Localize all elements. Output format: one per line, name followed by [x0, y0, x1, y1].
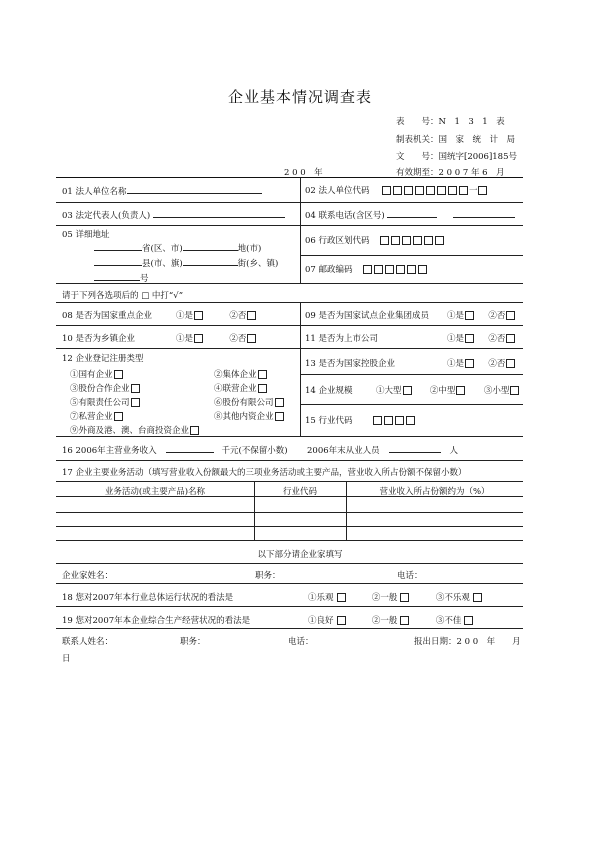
option-no: ②否	[488, 334, 506, 344]
revenue-input[interactable]	[166, 443, 214, 453]
section-note: 以下部分请企业家填写	[257, 550, 343, 560]
reg-type-foreign: ⑨外商及港、澳、台商投资企业	[70, 426, 190, 436]
rule	[56, 481, 523, 482]
region-code-box[interactable]	[413, 236, 422, 245]
rule	[300, 404, 523, 405]
rule	[56, 563, 523, 564]
region-code-box[interactable]	[402, 236, 411, 245]
province-input[interactable]	[94, 241, 142, 251]
checkbox-yes[interactable]	[465, 334, 474, 343]
survey-year: 2 0 0 年	[284, 168, 323, 178]
checkbox[interactable]	[258, 370, 267, 379]
rule	[56, 512, 523, 513]
field-06-label: 06 行政区划代码	[305, 236, 370, 246]
checkbox-no[interactable]	[247, 311, 256, 320]
field-07-label: 07 邮政编码	[305, 265, 353, 275]
code-box[interactable]	[426, 186, 435, 195]
issuing-authority: 制表机关：国 家 统 计 局	[396, 135, 516, 145]
checkbox-yes[interactable]	[194, 334, 203, 343]
reg-type-state: ①国有企业	[70, 370, 113, 380]
code-box[interactable]	[448, 186, 457, 195]
checkbox-yes[interactable]	[465, 311, 474, 320]
city-label: 地(市)	[237, 244, 262, 254]
option-good: ①良好	[308, 616, 334, 626]
field-04-label: 04 联系电话(含区号)	[305, 211, 385, 221]
street-label: 街(乡、镇)	[237, 259, 279, 269]
postcode-box[interactable]	[363, 265, 372, 274]
checkbox[interactable]	[337, 593, 346, 602]
employees-input[interactable]	[389, 443, 441, 453]
street-input[interactable]	[183, 256, 238, 266]
rule	[56, 540, 523, 541]
page-title: 企业基本情况调查表	[227, 88, 372, 106]
checkbox[interactable]	[258, 384, 267, 393]
field-15-label: 15 行业代码	[305, 416, 353, 426]
reg-type-collective: ②集体企业	[214, 370, 257, 380]
industry-code-box[interactable]	[406, 416, 415, 425]
checkbox-yes[interactable]	[465, 359, 474, 368]
employees-label: 2006年末从业人员	[307, 446, 380, 456]
checkbox-no[interactable]	[506, 359, 515, 368]
checkbox[interactable]	[403, 386, 412, 395]
option-average: ②一般	[371, 593, 398, 603]
reg-type-other-domestic: ⑧其他内资企业	[214, 412, 274, 422]
industry-code-box[interactable]	[384, 416, 393, 425]
industry-code-box[interactable]	[373, 416, 382, 425]
postcode-box[interactable]	[418, 265, 427, 274]
checkbox[interactable]	[337, 616, 346, 625]
field-17-label: 17 企业主要业务活动（填写营业收入份额最大的三项业务活动或主要产品，营业收入所占份额不保留小数）	[62, 468, 467, 478]
region-code-box[interactable]	[380, 236, 389, 245]
top-rule	[56, 177, 523, 178]
field-14-label: 14 企业规模	[305, 386, 353, 396]
checkbox[interactable]	[114, 370, 123, 379]
field-08-label: 08 是否为国家重点企业	[62, 311, 153, 321]
field-13-label: 13 是否为国家控股企业	[305, 359, 396, 369]
contact-phone-label: 电话：	[288, 637, 314, 647]
checkbox[interactable]	[131, 398, 140, 407]
checkbox[interactable]	[275, 398, 284, 407]
table-number: 表 号：N 1 3 1 表	[396, 117, 505, 127]
valid-until: 有效期至：2 0 0 7 年 6 月	[396, 168, 505, 178]
rule	[56, 325, 523, 326]
phone-label: 电话：	[397, 571, 423, 581]
postcode-box[interactable]	[396, 265, 405, 274]
province-label: 省(区、市)	[142, 244, 183, 254]
county-input[interactable]	[94, 256, 142, 266]
checkbox-no[interactable]	[506, 334, 515, 343]
scale-medium: ②中型	[429, 386, 456, 396]
code-box[interactable]	[404, 186, 413, 195]
field-03-label: 03 法定代表人(负责人)	[62, 211, 151, 221]
code-box[interactable]	[459, 186, 468, 195]
contact-position-label: 职务：	[180, 637, 206, 647]
area-code-input[interactable]	[387, 208, 437, 218]
checkbox[interactable]	[464, 616, 473, 625]
rule	[56, 302, 523, 303]
field-02-label: 02 法人单位代码	[305, 186, 370, 196]
reg-type-ltd: ⑥股份有限公司	[214, 398, 274, 408]
number-label: 号	[140, 274, 149, 284]
option-no: ②否	[229, 334, 247, 344]
rule	[56, 436, 523, 437]
reg-type-llc: ⑤有限责任公司	[70, 398, 130, 408]
option-no: ②否	[488, 311, 506, 321]
report-date-label: 报出日期：2 0 0 年 月	[414, 637, 521, 647]
field-19-label: 19 您对2007年本企业综合生产经营状况的看法是	[62, 616, 251, 626]
option-yes: ①是	[176, 311, 194, 321]
rule	[56, 606, 523, 607]
reg-type-private: ⑦私营企业	[70, 412, 113, 422]
rule	[56, 460, 523, 461]
option-no: ②否	[229, 311, 247, 321]
option-yes: ①是	[176, 334, 194, 344]
rule	[56, 202, 523, 203]
report-day-label: 日	[62, 654, 71, 664]
field-12-label: 12 企业登记注册类型	[62, 354, 144, 364]
employees-unit: 人	[449, 446, 458, 456]
field-16-label: 16 2006年主营业务收入	[62, 446, 157, 456]
contact-name-label: 联系人姓名：	[62, 637, 114, 647]
checkbox[interactable]	[510, 386, 519, 395]
col-header-activity: 业务活动(或主要产品)名称	[104, 487, 206, 497]
phone-input[interactable]	[453, 208, 515, 218]
code-box[interactable]	[478, 186, 487, 195]
revenue-unit: 千元(不保留小数)	[221, 446, 288, 456]
checkbox-yes[interactable]	[194, 311, 203, 320]
region-code-box[interactable]	[435, 236, 444, 245]
field-18-label: 18 您对2007年本行业总体运行状况的看法是	[62, 593, 234, 603]
industry-code-box[interactable]	[395, 416, 404, 425]
field-09-label: 09 是否为国家试点企业集团成员	[305, 311, 430, 321]
unit-name-input[interactable]	[127, 184, 262, 194]
city-input[interactable]	[183, 241, 238, 251]
entrepreneur-name-label: 企业家姓名：	[62, 571, 114, 581]
scale-large: ①大型	[376, 386, 402, 396]
region-code-box[interactable]	[424, 236, 433, 245]
checkbox[interactable]	[473, 593, 482, 602]
rule	[56, 348, 523, 349]
county-label: 县(市、旗)	[142, 259, 183, 269]
option-pessimistic: ③不乐观	[435, 593, 470, 603]
option-yes: ①是	[447, 359, 465, 369]
checkbox[interactable]	[131, 384, 140, 393]
field-01-label: 01 法人单位名称	[62, 187, 127, 197]
checkbox[interactable]	[114, 412, 123, 421]
option-yes: ①是	[447, 311, 465, 321]
field-05-label: 05 详细地址	[62, 230, 110, 240]
region-code-box[interactable]	[391, 236, 400, 245]
option-optimistic: ①乐观	[308, 593, 334, 603]
checkbox-no[interactable]	[506, 311, 515, 320]
number-input[interactable]	[94, 271, 140, 281]
option-average: ②一般	[371, 616, 398, 626]
legal-rep-input[interactable]	[153, 208, 285, 218]
rule	[56, 526, 523, 527]
code-box[interactable]	[393, 186, 402, 195]
scale-small: ③小型	[483, 386, 510, 396]
checkbox[interactable]	[400, 616, 409, 625]
field-11-label: 11 是否为上市公司	[305, 334, 379, 344]
postcode-box[interactable]	[407, 265, 416, 274]
option-yes: ①是	[447, 334, 465, 344]
column-divider	[300, 178, 301, 283]
code-box[interactable]	[415, 186, 424, 195]
document-number: 文 号：国统字[2006]185号	[396, 152, 517, 162]
code-box[interactable]	[382, 186, 391, 195]
checkbox[interactable]	[190, 426, 199, 435]
rule	[300, 374, 523, 375]
field-10-label: 10 是否为乡镇企业	[62, 334, 136, 344]
reg-type-associated: ④联营企业	[214, 384, 257, 394]
col-header-industry-code: 行业代码	[282, 487, 317, 497]
checkbox[interactable]	[456, 386, 465, 395]
code-box[interactable]	[437, 186, 446, 195]
postcode-box[interactable]	[374, 265, 383, 274]
postcode-box[interactable]	[385, 265, 394, 274]
rule	[56, 225, 523, 226]
code-dash: 一	[468, 186, 478, 196]
rule	[56, 583, 523, 584]
instruction-text: 请于下列各选项后的 □ 中打“√”	[62, 291, 184, 301]
checkbox[interactable]	[400, 593, 409, 602]
checkbox-no[interactable]	[247, 334, 256, 343]
col-header-revenue-share: 营业收入所占份额约为（%）	[379, 487, 490, 497]
position-label: 职务：	[255, 571, 281, 581]
checkbox[interactable]	[275, 412, 284, 421]
rule	[56, 628, 523, 629]
option-no: ②否	[488, 359, 506, 369]
reg-type-joint-stock-coop: ③股份合作企业	[70, 384, 130, 394]
column-divider	[300, 303, 301, 436]
option-poor: ③不佳	[435, 616, 462, 626]
rule	[300, 255, 523, 256]
